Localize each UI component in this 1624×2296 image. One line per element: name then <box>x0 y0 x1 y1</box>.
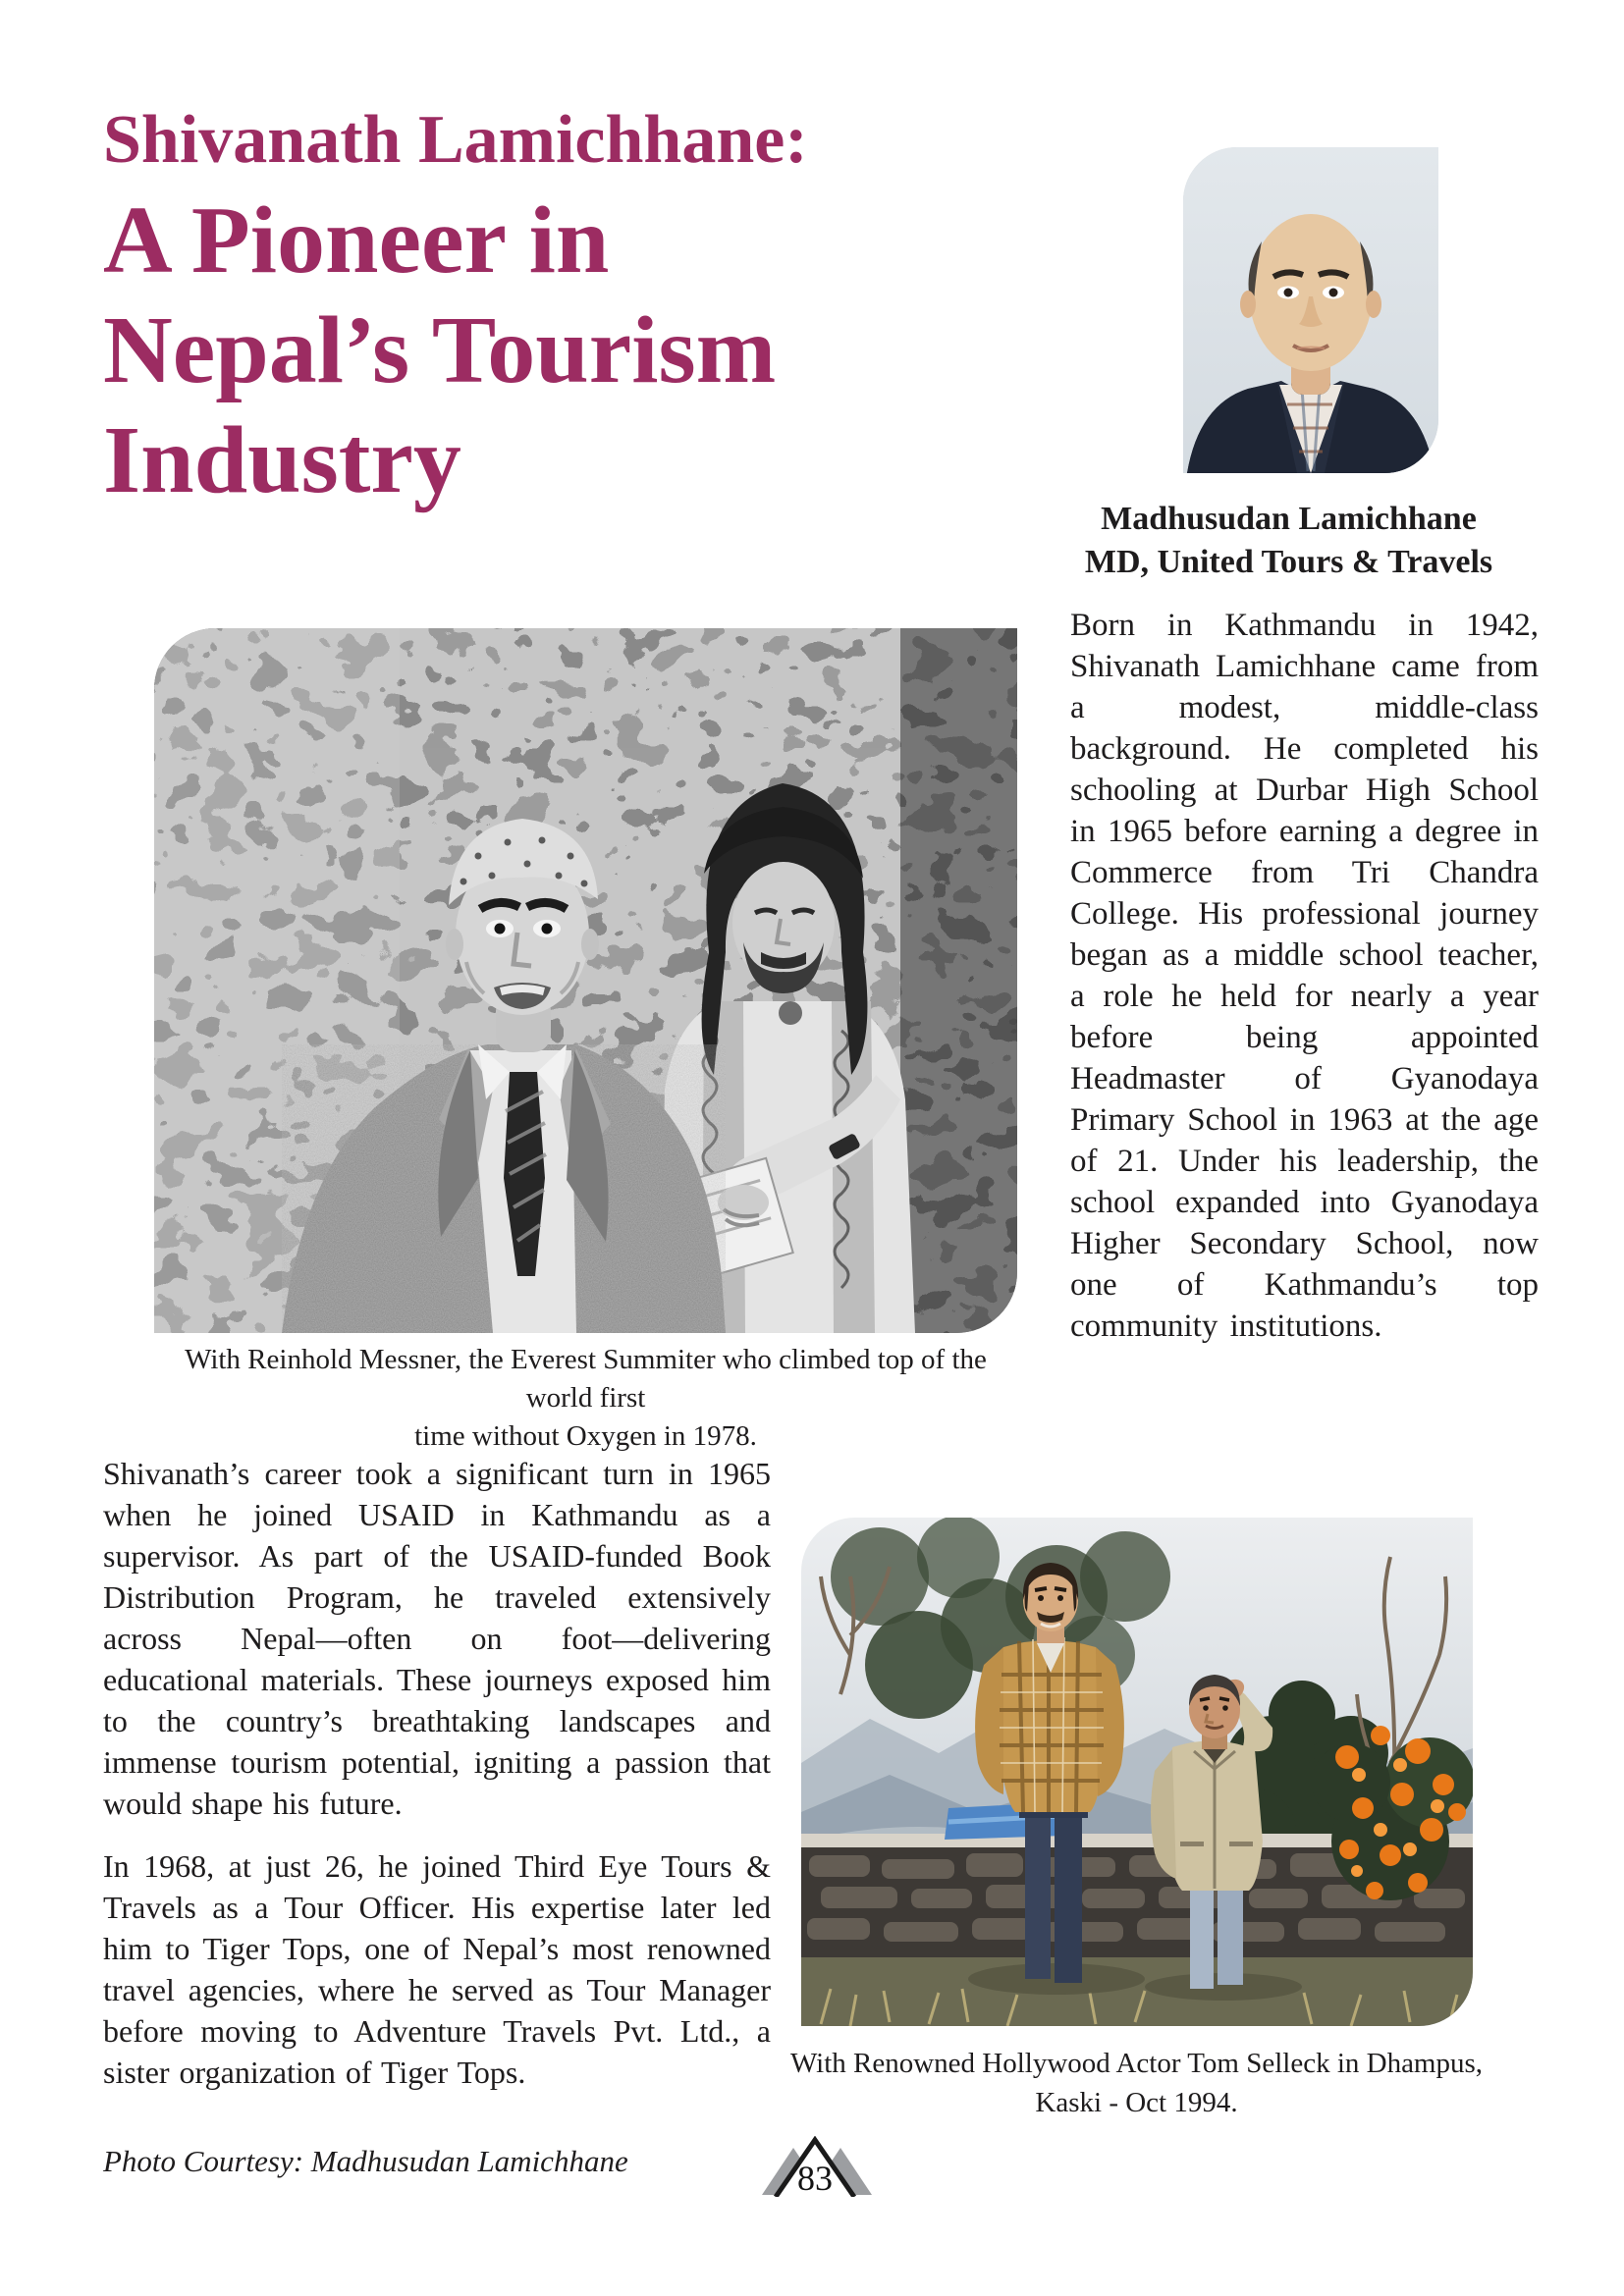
selleck-caption-line2: Kaski - Oct 1994. <box>1035 2087 1238 2118</box>
article-title-line-2: Nepal’s Tourism <box>103 297 777 403</box>
bio-paragraph: Born in Kathmandu in 1942, Shivanath Lamichhane came from a modest, middle-class background. He completed his schooling at Durbar High School in 1965 before earning a degree in Commerce from Tri Chandra College. His professional journey began as a middle school teacher, a role he held for nearly a year before being appointed Headmaster of Gyanodaya Primary School in 1963 at the age of 21. Under his leadership, the school expanded into Gyanodaya Higher Secondary School, now one of Kathmandu’s top community institutions. <box>1070 608 1539 1344</box>
selleck-photo <box>801 1518 1473 2026</box>
messner-caption-line2: time without Oxygen in 1978. <box>414 1420 757 1452</box>
messner-photo-caption <box>154 1341 1017 1456</box>
career-paragraph-2: In 1968, at just 26, he joined Third Eye Tours & Travels as a Tour Officer. His expertise later led him to Tiger Tops, one of Nepal’s most renowned travel agencies, where he served as Tour Manager before moving to Adventure Travels Pvt. Ltd., a sister organization of Tiger Tops. <box>103 1848 771 2090</box>
messner-photo <box>154 628 1017 1333</box>
article-title-line-3: Industry <box>103 407 461 513</box>
career-column <box>103 1453 771 2093</box>
portrait-caption-name: Madhusudan Lamichhane <box>1101 501 1477 537</box>
author-portrait-photo <box>1183 147 1438 473</box>
article-kicker: Shivanath Lamichhane: <box>103 102 808 178</box>
portrait-illustration <box>1183 147 1438 473</box>
selleck-photo-caption <box>756 2044 1517 2122</box>
selleck-illustration <box>801 1518 1473 2026</box>
career-paragraph-1: Shivanath’s career took a significant turn in 1965 when he joined USAID in Kathmandu as a supervisor. As part of the USAID-funded Book Distribution Program, he traveled extensively across Nepal—often on foot—delivering educational materials. These journeys exposed him to the country’s breathtaking landscapes and immense tourism potential, igniting a passion that would shape his future. <box>103 1456 771 1821</box>
article-title-line-1: A Pioneer in <box>103 187 610 294</box>
selleck-caption-line1: With Renowned Hollywood Actor Tom Selleck in Dhampus, <box>789 2048 1484 2079</box>
page-number: 83 <box>797 2159 833 2198</box>
portrait-caption-role: MD, United Tours & Travels <box>1084 544 1493 580</box>
photo-courtesy-credit: Photo Courtesy: Madhusudan Lamichhane <box>103 2144 628 2178</box>
bio-column <box>1070 605 1539 1347</box>
messner-illustration <box>154 628 1017 1333</box>
messner-caption-line1: With Reinhold Messner, the Everest Summiter who climbed top of the world first <box>185 1344 987 1414</box>
